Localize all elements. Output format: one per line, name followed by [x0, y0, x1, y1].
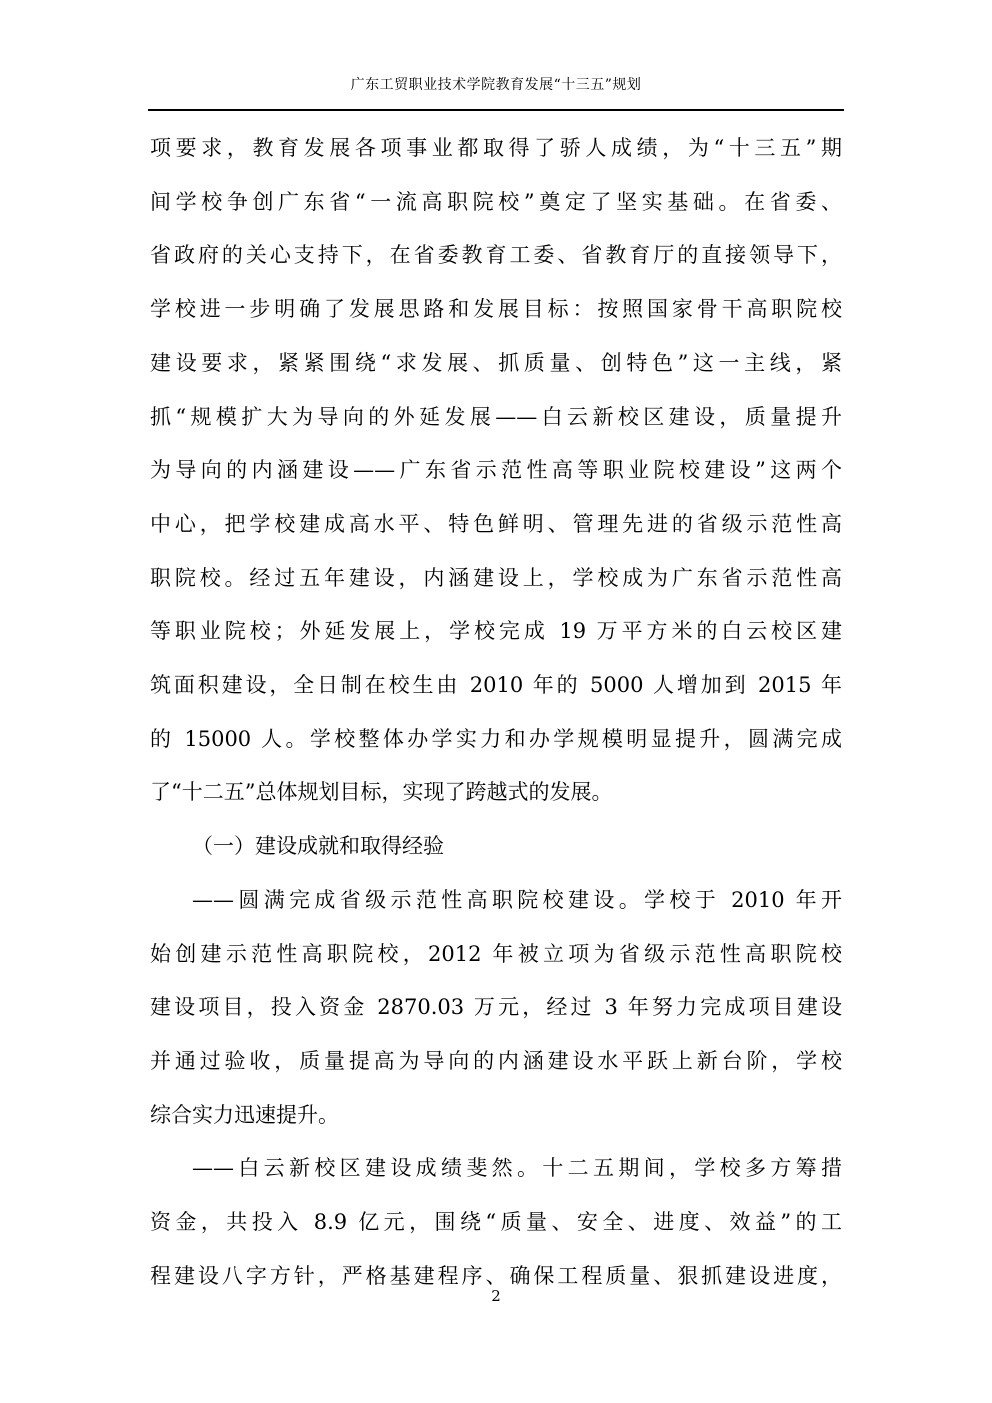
text-line: 了“十二五”总体规划目标，实现了跨越式的发展。	[150, 780, 613, 805]
text-line: 省政府的关心支持下，在省委教育工委、省教育厅的直接领导下，	[150, 243, 842, 268]
text-line: 建设要求，紧紧围绕“求发展、抓质量、创特色”这一主线，紧	[150, 350, 842, 375]
text-line: 项要求，教育发展各项事业都取得了骄人成绩，为“十三五”期	[150, 136, 842, 160]
text-line: 筑面积建设，全日制在校生由 2010 年的 5000 人增加到 2015 年	[150, 673, 842, 698]
text-line: 并通过验收，质量提高为导向的内涵建设水平跃上新台阶，学校	[150, 1048, 842, 1073]
text-line: 为导向的内涵建设——广东省示范性高等职业院校建设”这两个	[150, 458, 842, 483]
text-line: 资金，共投入 8.9 亿元，围绕“质量、安全、进度、效益”的工	[150, 1210, 842, 1235]
text-line: 抓“规模扩大为导向的外延发展——白云新校区建设，质量提升	[150, 404, 842, 429]
header-divider	[148, 109, 844, 111]
text-line: 始创建示范性高职院校，2012 年被立项为省级示范性高职院校	[150, 941, 842, 966]
text-line: 程建设八字方针，严格基建程序、确保工程质量、狠抓建设进度，	[150, 1263, 842, 1288]
text-line: 的 15000 人。学校整体办学实力和办学规模明显提升，圆满完成	[150, 726, 842, 751]
text-line: 等职业院校；外延发展上，学校完成 19 万平方米的白云校区建	[150, 619, 842, 644]
paragraph-demonstration-college	[150, 874, 842, 1143]
text-line: ——白云新校区建设成绩斐然。十二五期间，学校多方筹措	[192, 1156, 842, 1181]
paragraph-achievements-summary	[150, 122, 842, 820]
text-line: ——圆满完成省级示范性高职院校建设。学校于 2010 年开	[192, 887, 842, 912]
document-body	[150, 122, 842, 1303]
text-line: 中心，把学校建成高水平、特色鲜明、管理先进的省级示范性高	[150, 511, 842, 536]
text-line: 学校进一步明确了发展思路和发展目标：按照国家骨干高职院校	[150, 297, 842, 322]
page-header-title: 广东工贸职业技术学院教育发展“十三五”规划	[350, 77, 642, 93]
section-heading: （一）建设成就和取得经验	[192, 834, 444, 859]
text-line: 职院校。经过五年建设，内涵建设上，学校成为广东省示范性高	[150, 565, 842, 590]
paragraph-baiyun-campus	[150, 1142, 842, 1303]
page-number: 2	[491, 1287, 501, 1305]
text-line: 建设项目，投入资金 2870.03 万元，经过 3 年努力完成项目建设	[150, 995, 842, 1020]
text-line: 间学校争创广东省“一流高职院校”奠定了坚实基础。在省委、	[150, 189, 842, 214]
text-line: 综合实力迅速提升。	[150, 1102, 339, 1127]
